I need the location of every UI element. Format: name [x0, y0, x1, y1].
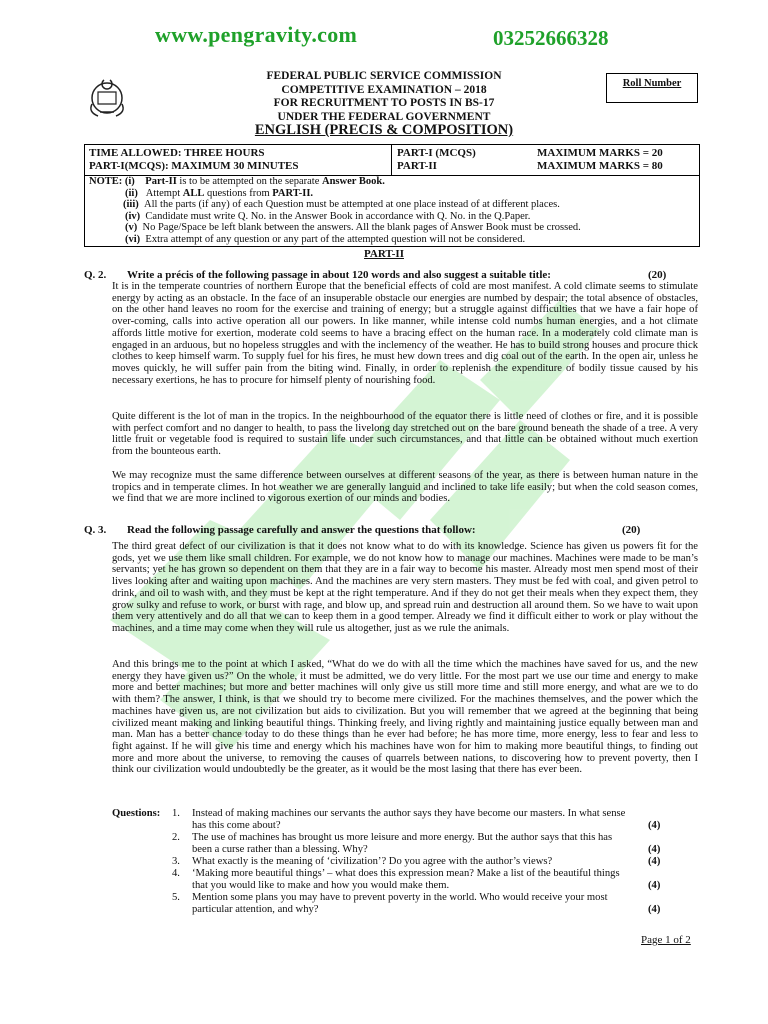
question-5-text: Mention some plans you may have to prevent poverty in the world. Who would receive your most — [192, 892, 608, 903]
page-number: Page 1 of 2 — [641, 934, 691, 946]
q2-number: Q. 2. — [84, 269, 107, 281]
q2-prompt: Write a précis of the following passage in about 120 words and also suggest a suitable title: — [127, 269, 551, 281]
phone-number: 03252666328 — [493, 26, 609, 50]
time-allowed: TIME ALLOWED: THREE HOURS — [89, 147, 265, 159]
question-2-number: 2. — [172, 832, 180, 843]
header-line-4: UNDER THE FEDERAL GOVERNMENT — [277, 110, 491, 123]
question-3-marks: (4) — [648, 856, 661, 867]
question-2-marks: (4) — [648, 843, 661, 855]
question-5-number: 5. — [172, 892, 180, 903]
part1-label: PART-I (MCQS) — [397, 147, 476, 159]
instructions-box — [84, 174, 700, 247]
q3-number: Q. 3. — [84, 524, 107, 536]
header-line-2: COMPETITIVE EXAMINATION – 2018 — [281, 83, 487, 96]
questions-label: Questions: — [112, 808, 161, 819]
q2-passage-paragraph-2: Quite different is the lot of man in the tropics. In the neighbourhood of the equator there is little need of clothes or fire, and it is possible with perfect comfort and no danger to health, to pass the livelong day stretched out on the bare ground beneath the shade of a tree. A very little fruit or vegetable food is required to sustain life under such circumstances, and that little can be obtained without much exertion from the bounteous earth. — [112, 411, 698, 458]
header-line-1: FEDERAL PUBLIC SERVICE COMMISSION — [266, 70, 502, 82]
question-1-number: 1. — [172, 808, 180, 819]
q2-passage-paragraph-3: We may recognize must the same difference between ourselves at different seasons of the year, as there is between human nature in the tropics and in temperate climes. In hot weather we are generally languid and inclined to take life easily; but when the cold season comes, we find that we are more inclined to vigorous exertion of our minds and bodies. — [112, 470, 698, 505]
question-1-marks: (4) — [648, 819, 661, 831]
question-1-text: Instead of making machines our servants the author says they have become our masters. In what sense — [192, 808, 626, 819]
part2-marks: MAXIMUM MARKS = 80 — [537, 160, 663, 172]
note-2: (ii) Attempt ALL questions from PART-II. — [125, 187, 314, 199]
part1-time: PART-I(MCQS): MAXIMUM 30 MINUTES — [89, 160, 299, 172]
note-5: (v) No Page/Space be left blank between the answers. All the blank pages of Answer Book must be crossed. — [125, 222, 581, 234]
part2-label: PART-II — [397, 160, 437, 172]
question-4-text: ‘Making more beautiful things’ – what does this expression mean? Make a list of the beautiful things — [192, 868, 620, 879]
question-1-text-cont: has this come about? — [192, 819, 281, 831]
question-3-text: What exactly is the meaning of ‘civilization’? Do you agree with the author’s views? — [192, 856, 553, 867]
part-heading: PART-II — [364, 248, 404, 260]
header-line-3: FOR RECRUITMENT TO POSTS IN BS-17 — [273, 97, 495, 109]
roll-number-label: Roll Number — [622, 78, 682, 89]
q3-questions — [112, 808, 712, 926]
website-text: www.pengravity.com — [155, 22, 358, 47]
column-divider — [391, 145, 392, 175]
note-3: (iii) All the parts (if any) of each Question must be attempted at one place instead of at different places. — [123, 199, 560, 211]
question-5-marks: (4) — [648, 903, 661, 915]
roll-number-box — [606, 73, 698, 103]
q3-passage-paragraph-1: The third great defect of our civilization is that it does not know what to do with its knowledge. Science has given us powers fit for the gods, yet we use them like small children. For example, we do not know how to manage our machines. Machines were made to be man’s servants; yet he has grown so dependent on them that they are in a fair way to become his master. Already most men spend most of their lives looking after and waiting upon machines. And the machines are very stern masters. They must be fed with coal, and given petrol to drink, and oil to wash with, and they must be kept at the right temperature. And if they do not get their meals when they expect them, they grow sulky and refuse to work, or burst with rage, and blow up, and spread ruin and destruction all around them. So we have to wait upon them very attentively and do all that we can to keep them in a good temper. Already we find it difficult either to work or play without the machines, and a time may come when they will rule us altogether, just as we rule the animals. — [112, 541, 698, 634]
question-4-marks: (4) — [648, 879, 661, 891]
note-1: NOTE: (i) Part-II is to be attempted on the separate Answer Book. — [89, 176, 385, 187]
q3-marks: (20) — [622, 524, 641, 536]
question-4-number: 4. — [172, 868, 180, 879]
subject-title: ENGLISH (PRECIS & COMPOSITION) — [254, 122, 514, 138]
question-2-text-cont: been a curse rather than a blessing. Why? — [192, 843, 368, 855]
q2-passage-paragraph-1: It is in the temperate countries of northern Europe that the beneficial effects of cold are most manifest. A cold climate seems to stimulate energy by acting as an obstacle. In the face of an insuperable obstacle our energies are numbed by despair; the total absence of obstacles, on the other hand leaves no room for the exercise and training of energy; but a struggle against difficulties that we have a fair hope of over-coming, calls into active operation all our powers. In like manner, while intense cold numbs human energies, and a hot climate affords little motive for exertion, moderate cold seems to have a bracing effect on the human race. In a moderately cold climate man is engaged in an arduous, but no hopeless struggles and with the inclemency of the weather. He has to build strong houses and procure thick clothes to keep himself warm. To supply fuel for his fires, he must hew down trees and dig coal out of the earth. In the open air, unless he moves quickly, he will suffer pain from the biting wind. Finally, in order to replenish the expenditure of bodily tissue caused by his necessary exertions, he has to procure for himself plenty of nourishing food. — [112, 281, 698, 386]
question-4-text-cont: that you would like to make and how you would make them. — [192, 879, 450, 891]
question-2-text: The use of machines has brought us more leisure and more energy. But the author says that this has — [192, 832, 613, 843]
q2-marks: (20) — [648, 269, 667, 281]
question-5-text-cont: particular attention, and why? — [192, 903, 319, 915]
time-marks-box — [84, 144, 700, 176]
q3-passage-paragraph-2: And this brings me to the point at which I asked, “What do we do with all the time which the machines have saved for us, and the new energy they have given us?” On the whole, it must be admitted, we do very little. For the most part we use our time and energy to make more and better machines; but more and better machines will only give us still more time and still more energy, and what are we to do with them? The answer, I think, is that we should try to become mere civilized. For the machines themselves, and the power which the machines have given us, are not civilization but aids to civilization. But you will remember that we agreed at the beginning that being civilized meant making and linking beautiful things. Thinking freely, and living rightly and maintaining justice equally between man and man. Man has a better chance today to do these things than he ever had before; he has more time, more energy, less to fear and less to fight against. If he will give his time and energy which his machines have won for him to making more beautiful things, to finding out more and more about the universe, to removing the causes of quarrels between nations, to discovering how to prevent poverty, then I think our civilization would undoubtedly be the greater, as it would be the most lasing that there has ever been. — [112, 659, 698, 776]
question-3-number: 3. — [172, 856, 180, 867]
note-6: (vi) Extra attempt of any question or any part of the attempted question will not be considered. — [125, 234, 526, 245]
note-4: (iv) Candidate must write Q. No. in the Answer Book in accordance with Q. No. in the Q.Paper. — [125, 210, 531, 222]
q3-prompt: Read the following passage carefully and answer the questions that follow: — [127, 524, 476, 536]
part1-marks: MAXIMUM MARKS = 20 — [537, 147, 663, 159]
